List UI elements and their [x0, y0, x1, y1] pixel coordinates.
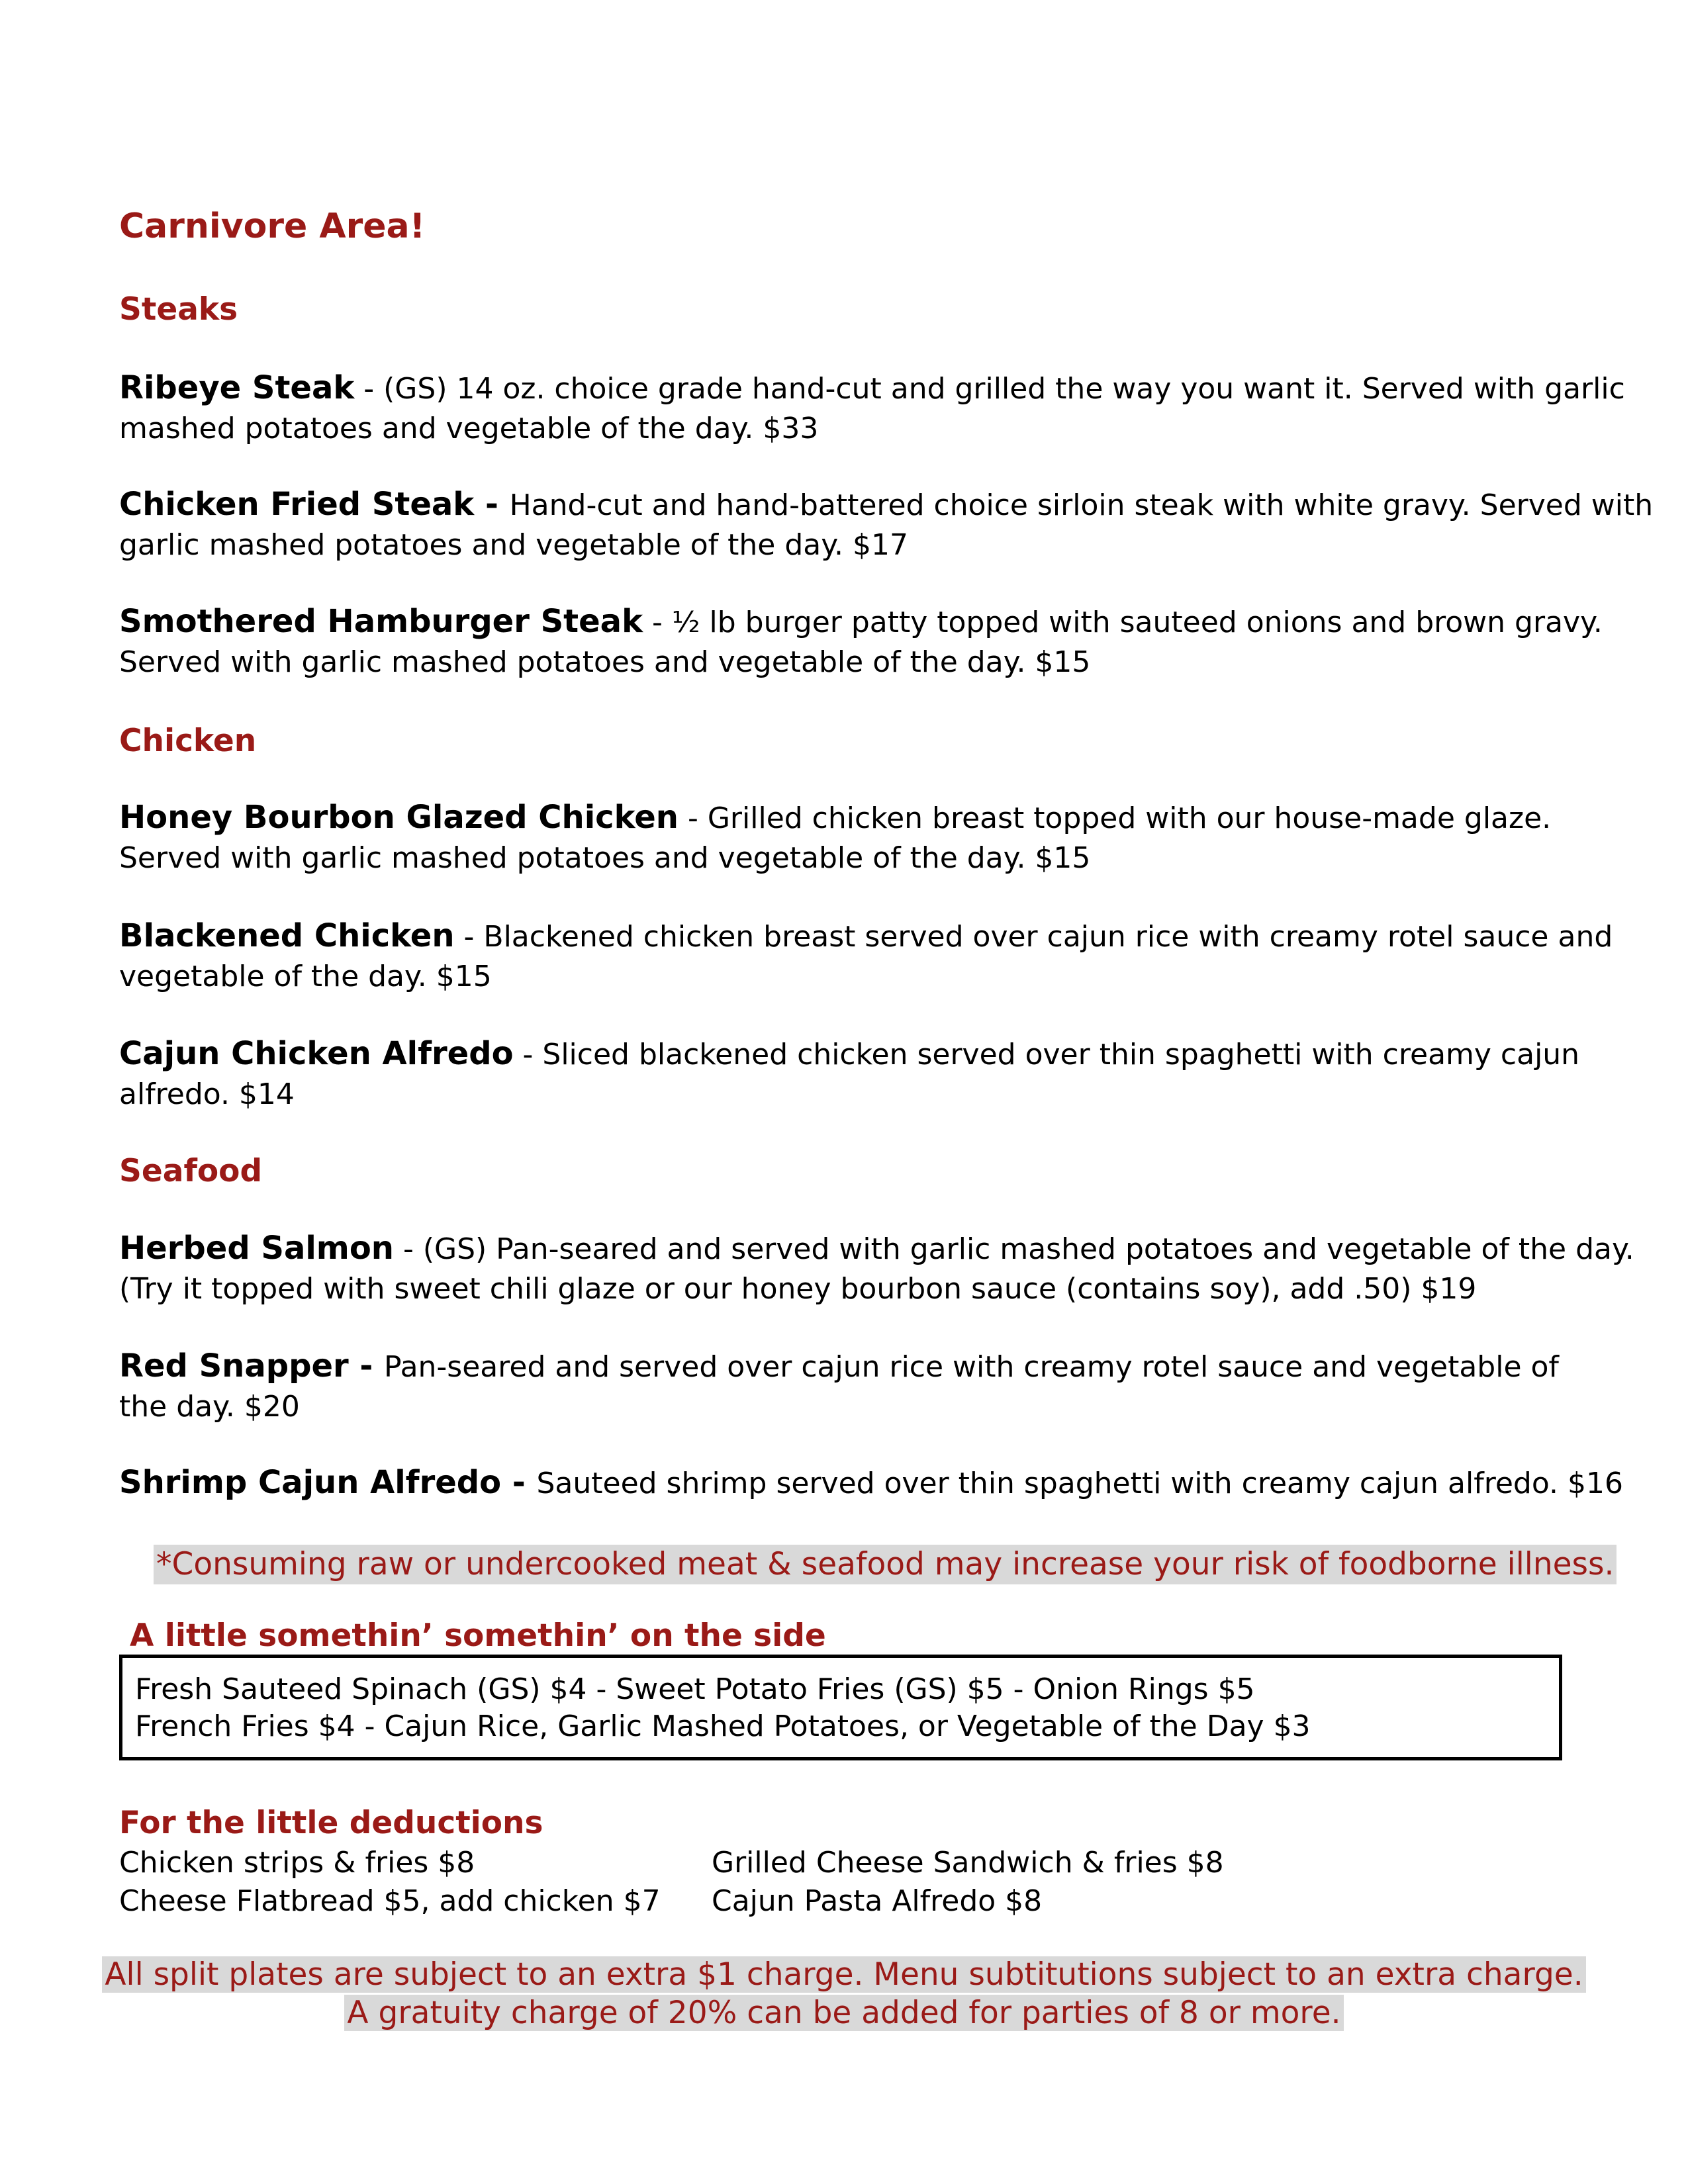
- item-description-line1: Sliced blackened chicken served over thin spaghetti with creamy cajun: [542, 1038, 1580, 1071]
- item-name: Shrimp Cajun Alfredo -: [119, 1464, 537, 1501]
- item-description-line1: ½ lb burger patty topped with sauteed onions and brown gravy.: [671, 606, 1603, 639]
- kids-menu-heading: For the little deductions: [119, 1805, 543, 1841]
- item-separator: -: [393, 1232, 423, 1266]
- item-name: Cajun Chicken Alfredo: [119, 1035, 514, 1072]
- kids-menu-item: Grilled Cheese Sandwich & fries $8: [712, 1846, 1224, 1880]
- menu-item: [119, 1034, 1580, 1115]
- item-description-line2: alfredo. $14: [119, 1077, 295, 1111]
- menu-item: [119, 1346, 1569, 1427]
- item-description-line2: the day. $20: [119, 1390, 300, 1424]
- item-description-line1: (GS) 14 oz. choice grade hand-cut and grilled the way you want it. Served with garlic: [383, 372, 1625, 406]
- item-separator: -: [354, 372, 384, 406]
- menu-item: [119, 916, 1613, 997]
- item-description-line1: Pan-seared and served over cajun rice with creamy rotel sauce and vegetable of: [384, 1350, 1559, 1384]
- item-name: Chicken Fried Steak -: [119, 486, 510, 523]
- menu-item: [119, 484, 1654, 565]
- menu-item: [119, 797, 1569, 878]
- item-description-line1: Blackened chicken breast served over cajun rice with creamy rotel sauce and: [483, 920, 1613, 954]
- item-description-line2: Served with garlic mashed potatoes and vegetable of the day. $15: [119, 645, 1091, 679]
- item-description-line1: Hand-cut and hand-battered choice sirloin steak with white gravy. Served with: [509, 488, 1654, 522]
- item-name: Blackened Chicken: [119, 917, 455, 954]
- kids-menu-column-right: [712, 1844, 1224, 1921]
- menu-item: [119, 368, 1625, 449]
- item-name: Smothered Hamburger Steak: [119, 603, 643, 640]
- item-name: Red Snapper -: [119, 1347, 385, 1385]
- page-title: Carnivore Area!: [119, 206, 426, 246]
- item-description-line1: Sauteed shrimp served over thin spaghetti with creamy cajun alfredo. $16: [536, 1467, 1623, 1500]
- menu-item: [119, 1463, 1623, 1504]
- section-heading-seafood: Seafood: [119, 1153, 263, 1189]
- item-name: Honey Bourbon Glazed Chicken: [119, 799, 679, 836]
- menu-item: [119, 602, 1603, 682]
- footer-line: All split plates are subject to an extra $1 charge. Menu subtitutions subject to an extra charge.: [102, 1956, 1585, 1993]
- sides-box: [119, 1655, 1562, 1760]
- item-description-line2: (Try it topped with sweet chili glaze or our honey bourbon sauce (contains soy), add .50) $19: [119, 1272, 1477, 1306]
- sides-line: French Fries $4 - Cajun Rice, Garlic Mashed Potatoes, or Vegetable of the Day $3: [135, 1709, 1311, 1743]
- item-description-line2: mashed potatoes and vegetable of the day. $33: [119, 412, 819, 445]
- item-name: Herbed Salmon: [119, 1230, 394, 1267]
- sides-line: Fresh Sauteed Spinach (GS) $4 - Sweet Potato Fries (GS) $5 - Onion Rings $5: [135, 1672, 1255, 1706]
- item-description-line1: Grilled chicken breast topped with our house-made glaze.: [707, 801, 1552, 835]
- footer-line: A gratuity charge of 20% can be added for parties of 8 or more.: [344, 1995, 1343, 2031]
- kids-menu-item: Chicken strips & fries $8: [119, 1846, 475, 1880]
- item-description-line2: Served with garlic mashed potatoes and vegetable of the day. $15: [119, 841, 1091, 875]
- sides-heading: A little somethin’ somethin’ on the side: [130, 1617, 826, 1654]
- item-separator: -: [678, 801, 708, 835]
- menu-item: [119, 1228, 1634, 1309]
- item-separator: -: [454, 920, 484, 954]
- item-separator: -: [643, 606, 672, 639]
- section-heading-steaks: Steaks: [119, 291, 238, 328]
- section-heading-chicken: Chicken: [119, 723, 257, 759]
- item-description-line2: garlic mashed potatoes and vegetable of the day. $17: [119, 528, 908, 562]
- item-description-line1: (GS) Pan-seared and served with garlic mashed potatoes and vegetable of the day.: [422, 1232, 1634, 1266]
- kids-menu-item: Cajun Pasta Alfredo $8: [712, 1884, 1043, 1918]
- item-description-line2: vegetable of the day. $15: [119, 960, 492, 993]
- kids-menu-column-left: [119, 1844, 661, 1921]
- food-safety-warning: *Consuming raw or undercooked meat & seafood may increase your risk of foodborne illness.: [154, 1545, 1617, 1584]
- item-name: Ribeye Steak: [119, 369, 355, 406]
- footer-notice: [0, 1956, 1688, 2032]
- kids-menu-item: Cheese Flatbread $5, add chicken $7: [119, 1884, 661, 1918]
- item-separator: -: [513, 1038, 543, 1071]
